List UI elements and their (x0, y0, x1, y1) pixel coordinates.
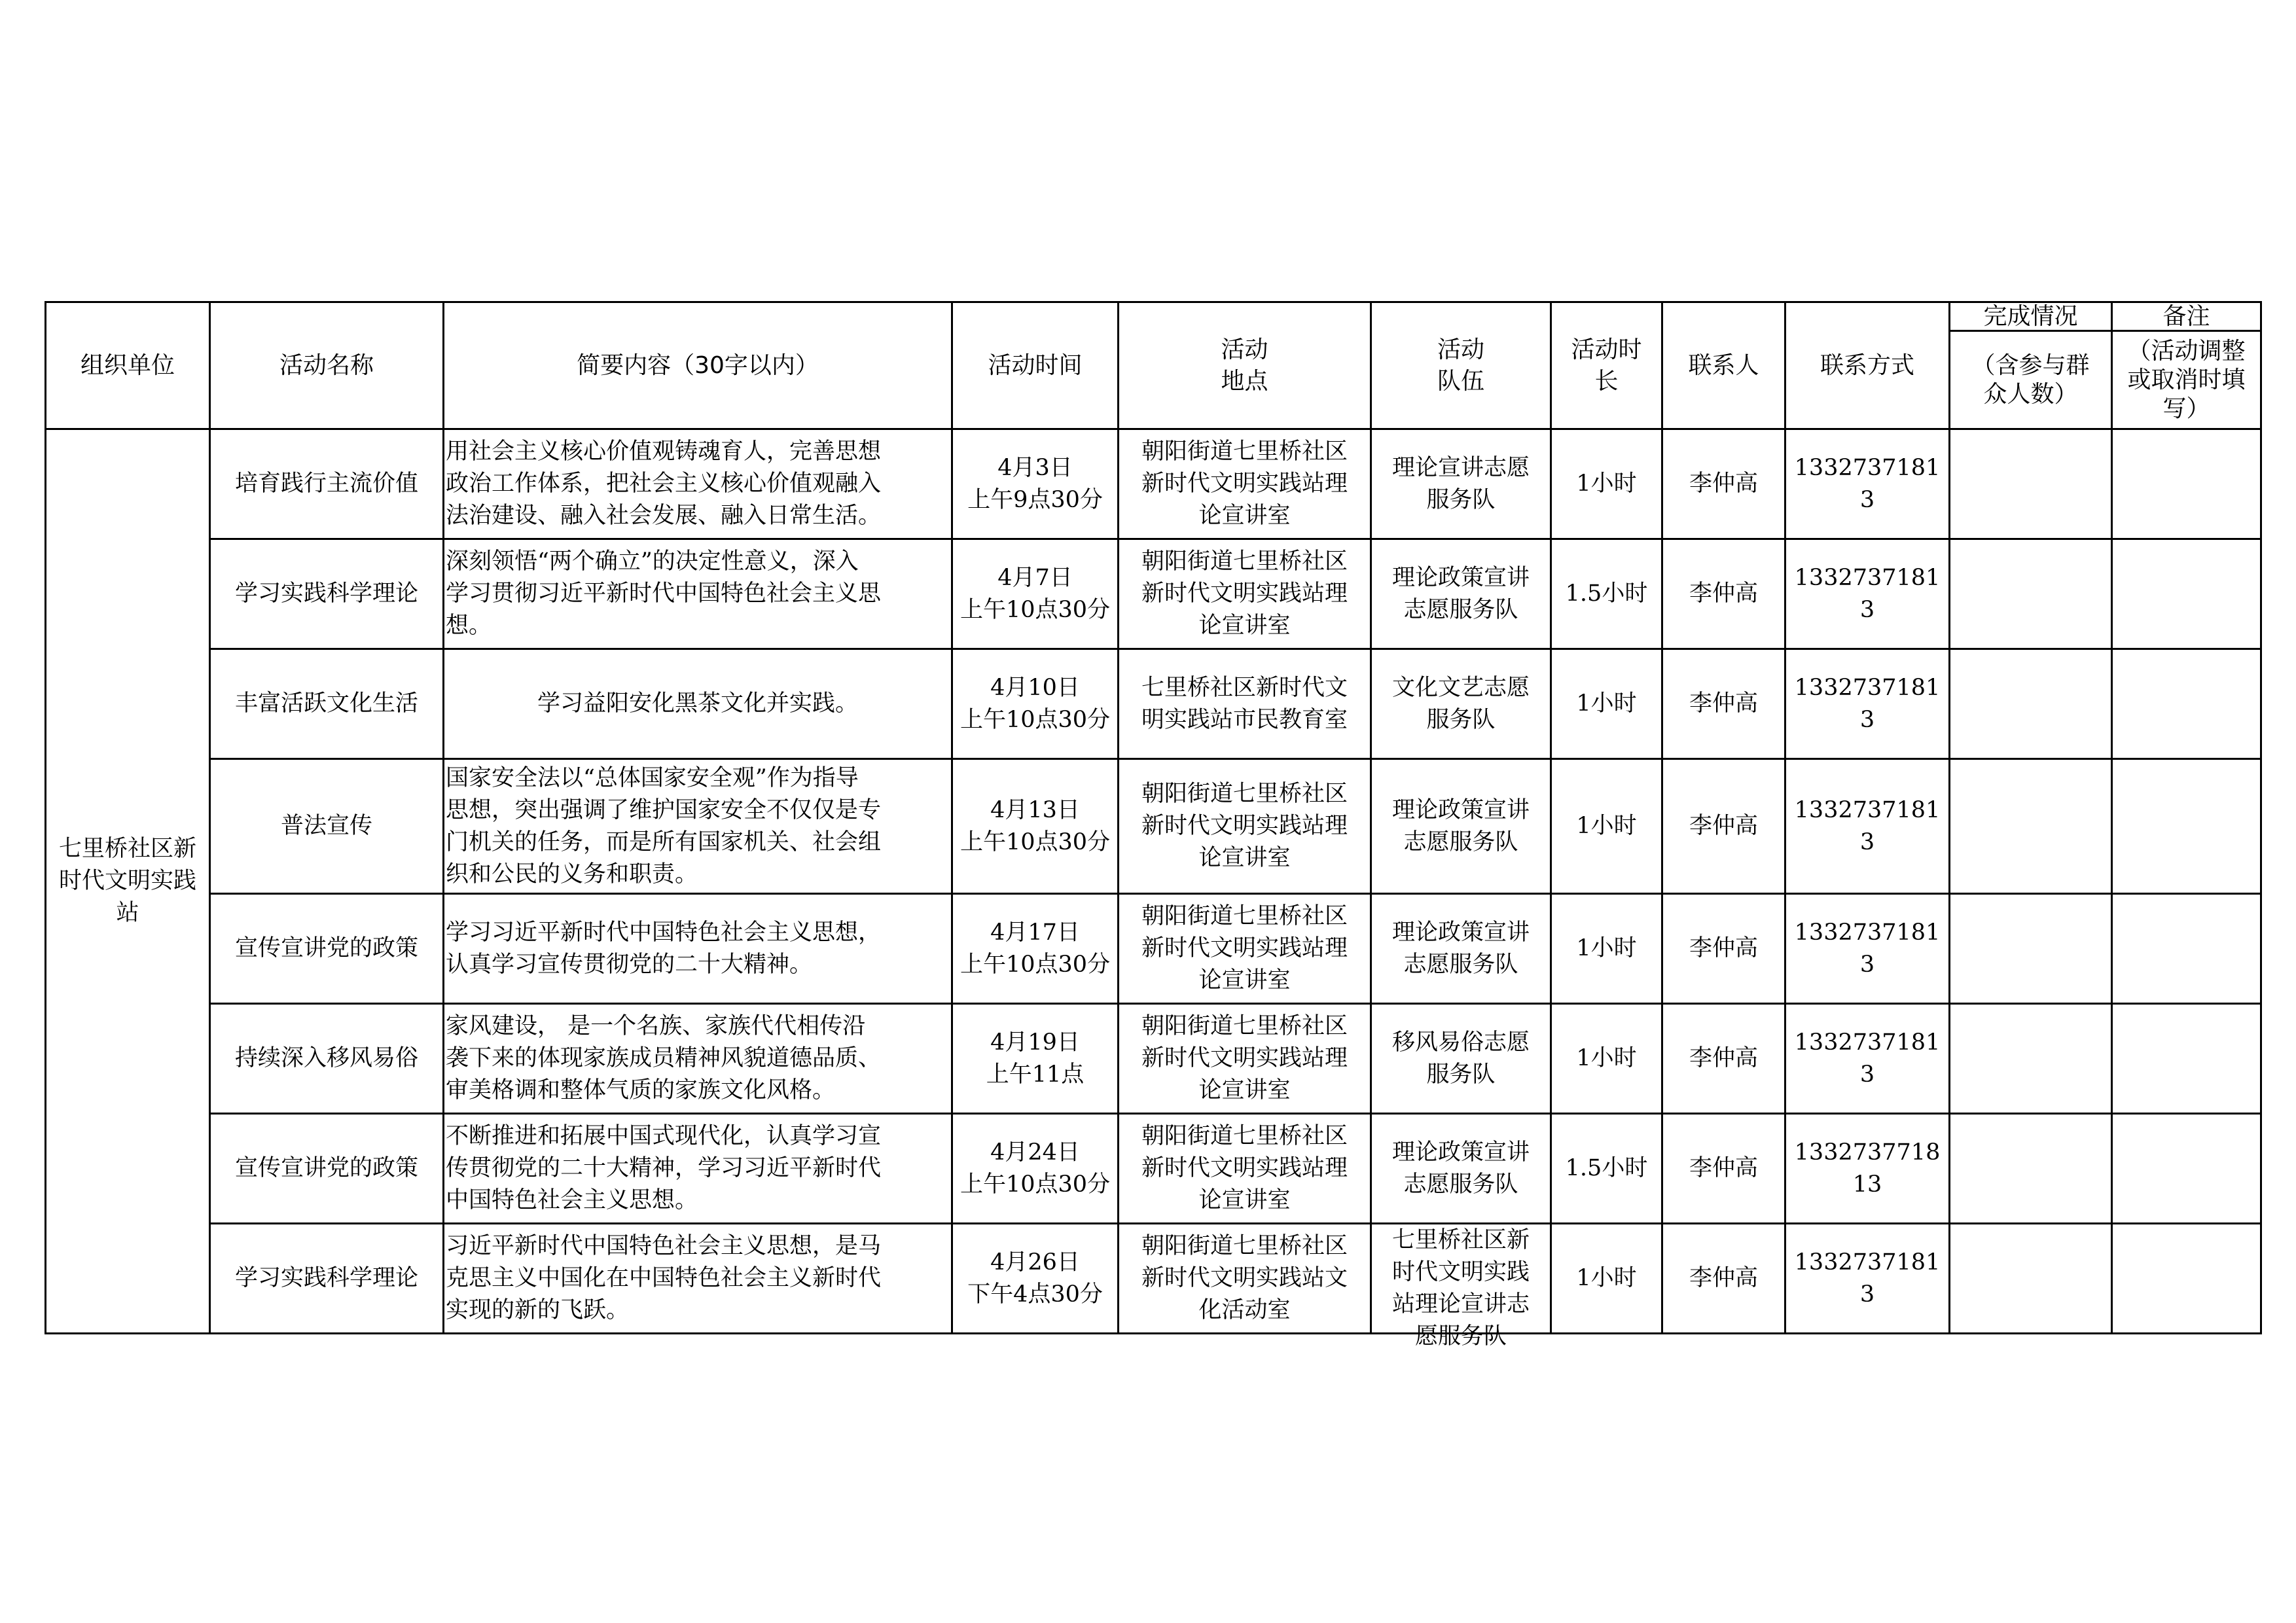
cell-time-line: 4月24日 (990, 1139, 1080, 1166)
header-completion-note (1950, 331, 2112, 429)
cell-team-line: 理论宣讲志愿 (1391, 454, 1530, 481)
cell-contact: 李仲高 (1662, 649, 1785, 759)
cell-team (1371, 894, 1551, 1004)
cell-team-line: 文化文艺志愿 (1391, 674, 1530, 701)
cell-time-line: 上午11点 (986, 1061, 1085, 1088)
cell-place (1119, 429, 1371, 539)
cell-duration: 1.5小时 (1551, 539, 1662, 649)
cell-place-line: 论宣讲室 (1198, 613, 1291, 639)
cell-remark (2112, 894, 2261, 1004)
cell-place-line: 新时代文明实践站理 (1141, 580, 1348, 607)
cell-content-line: 袭下来的体现家族成员精神风貌道德品质、 (446, 1045, 882, 1071)
cell-duration: 1.5小时 (1551, 1114, 1662, 1224)
cell-team-line: 时代文明实践 (1391, 1259, 1530, 1285)
cell-contact: 李仲高 (1662, 759, 1785, 894)
cell-place-line: 化活动室 (1198, 1297, 1291, 1323)
cell-time-line: 上午10点30分 (960, 951, 1111, 978)
cell-content-line: 政治工作体系，把社会主义核心价值观融入 (446, 471, 882, 497)
cell-place-line: 论宣讲室 (1198, 967, 1291, 993)
cell-time-line: 上午10点30分 (960, 706, 1111, 733)
header-content: 简要内容（30字以内） (444, 302, 952, 429)
cell-team-line: 理论政策宣讲 (1391, 919, 1530, 946)
cell-time-line: 下午4点30分 (967, 1281, 1103, 1308)
header-row (46, 302, 2261, 331)
cell-team-line: 愿服务队 (1414, 1323, 1507, 1349)
header-duration-line: 长 (1594, 367, 1619, 395)
cell-team (1371, 759, 1551, 894)
cell-content-line: 认真学习宣传贯彻党的二十大精神。 (446, 951, 813, 978)
cell-content (444, 429, 952, 539)
remark-note-line: 写） (2162, 395, 2210, 422)
cell-team (1371, 649, 1551, 759)
cell-place-line: 新时代文明实践站理 (1141, 1155, 1348, 1181)
cell-team-line: 站理论宣讲志 (1391, 1291, 1530, 1317)
cell-time-line: 上午10点30分 (960, 1171, 1111, 1198)
cell-content-line: 不断推进和拓展中国式现代化，认真学习宣 (446, 1123, 882, 1149)
org-name-line: 站 (116, 900, 139, 926)
cell-time (952, 1224, 1119, 1334)
table-row (46, 1114, 2261, 1224)
cell-place-line: 明实践站市民教育室 (1141, 706, 1348, 733)
cell-phone: 13327371813 (1785, 759, 1950, 894)
cell-team-line: 志愿服务队 (1403, 951, 1518, 978)
cell-place (1119, 894, 1371, 1004)
cell-place-line: 论宣讲室 (1198, 845, 1291, 871)
cell-completion (1950, 429, 2112, 539)
table-row (46, 1004, 2261, 1114)
cell-remark (2112, 1114, 2261, 1224)
cell-remark (2112, 429, 2261, 539)
table-row (46, 759, 2261, 894)
cell-duration: 1小时 (1551, 894, 1662, 1004)
cell-content-line: 思想，突出强调了维护国家安全不仅仅是专 (446, 796, 882, 823)
cell-content-line: 织和公民的义务和职责。 (446, 861, 698, 887)
cell-place-line: 新时代文明实践站文 (1141, 1265, 1348, 1291)
cell-content-line: 家风建设， 是一个名族、家族代代相传沿 (446, 1013, 866, 1039)
cell-team (1371, 1224, 1551, 1349)
team-text-clip (1377, 1224, 1545, 1349)
cell-time (952, 1004, 1119, 1114)
cell-phone: 13327371813 (1785, 539, 1950, 649)
cell-content (444, 759, 952, 894)
table-row (46, 539, 2261, 649)
header-org: 组织单位 (46, 302, 210, 429)
cell-content-line: 深刻领悟“两个确立”的决定性意义，深入 (446, 548, 859, 575)
table-row (46, 649, 2261, 759)
cell-content-line: 实现的新的飞跃。 (446, 1297, 630, 1323)
cell-content-line: 学习益阳安化黑茶文化并实践。 (537, 690, 858, 717)
cell-time (952, 649, 1119, 759)
cell-completion (1950, 539, 2112, 649)
cell-completion (1950, 1224, 2112, 1334)
cell-place (1119, 759, 1371, 894)
cell-remark (2112, 1004, 2261, 1114)
cell-content-line: 习近平新时代中国特色社会主义思想，是马 (446, 1233, 882, 1259)
cell-place-line: 新时代文明实践站理 (1141, 1045, 1348, 1071)
cell-contact: 李仲高 (1662, 1224, 1785, 1334)
table-row (46, 429, 2261, 539)
cell-time-line: 4月19日 (990, 1029, 1080, 1056)
remark-note-line: （活动调整 (2127, 337, 2246, 365)
cell-duration: 1小时 (1551, 649, 1662, 759)
cell-name: 普法宣传 (210, 759, 444, 894)
cell-team-line: 志愿服务队 (1403, 829, 1518, 855)
header-team-line: 队伍 (1437, 367, 1484, 395)
cell-place-line: 朝阳街道七里桥社区 (1141, 1013, 1348, 1039)
cell-time (952, 1114, 1119, 1224)
cell-time-line: 4月7日 (997, 564, 1073, 591)
header-place-line: 地点 (1221, 367, 1268, 395)
cell-content-line: 学习习近平新时代中国特色社会主义思想， (446, 919, 882, 946)
cell-content-line: 中国特色社会主义思想。 (446, 1187, 698, 1213)
cell-completion (1950, 894, 2112, 1004)
cell-place (1119, 539, 1371, 649)
cell-phone: 13327371813 (1785, 894, 1950, 1004)
cell-phone: 133273771813 (1785, 1114, 1950, 1224)
cell-duration: 1小时 (1551, 759, 1662, 894)
cell-time (952, 894, 1119, 1004)
cell-time (952, 429, 1119, 539)
cell-place-line: 论宣讲室 (1198, 1187, 1291, 1213)
header-contact: 联系人 (1662, 302, 1785, 429)
activity-table (45, 301, 2262, 1349)
header-completion: 完成情况 (1950, 302, 2112, 331)
cell-completion (1950, 759, 2112, 894)
cell-team-line: 志愿服务队 (1403, 596, 1518, 623)
cell-time-line: 4月17日 (990, 919, 1080, 946)
cell-content-line: 学习贯彻习近平新时代中国特色社会主义思 (446, 580, 882, 607)
remark-note-line: 或取消时填 (2127, 366, 2246, 393)
header-place (1119, 302, 1371, 429)
cell-contact: 李仲高 (1662, 894, 1785, 1004)
cell-content-line: 想。 (446, 613, 492, 639)
cell-team (1371, 429, 1551, 539)
org-name-line: 七里桥社区新 (58, 836, 196, 862)
cell-completion (1950, 649, 2112, 759)
cell-place-line: 新时代文明实践站理 (1141, 813, 1348, 839)
cell-name: 培育践行主流价值 (210, 429, 444, 539)
header-place-line: 活动 (1221, 336, 1268, 363)
cell-content (444, 894, 952, 1004)
cell-phone: 13327371813 (1785, 429, 1950, 539)
cell-content-line: 传贯彻党的二十大精神，学习习近平新时代 (446, 1155, 882, 1181)
cell-content (444, 1114, 952, 1224)
cell-time-line: 4月13日 (990, 796, 1080, 823)
cell-content-line: 克思主义中国化在中国特色社会主义新时代 (446, 1265, 882, 1291)
table-row (46, 1224, 2261, 1334)
cell-completion (1950, 1114, 2112, 1224)
completion-note-line: 众人数） (1983, 380, 2078, 408)
cell-remark (2112, 759, 2261, 894)
cell-place-line: 朝阳街道七里桥社区 (1141, 548, 1348, 575)
cell-content-line: 法治建设、融入社会发展、融入日常生活。 (446, 503, 882, 529)
cell-place-line: 朝阳街道七里桥社区 (1141, 1233, 1348, 1259)
cell-time (952, 539, 1119, 649)
cell-time-line: 上午10点30分 (960, 829, 1111, 855)
cell-content-line: 门机关的任务，而是所有国家机关、社会组 (446, 829, 882, 855)
cell-content-line: 审美格调和整体气质的家族文化风格。 (446, 1077, 836, 1103)
header-time: 活动时间 (952, 302, 1119, 429)
cell-time (952, 759, 1119, 894)
cell-place-line: 七里桥社区新时代文 (1141, 674, 1348, 701)
cell-remark (2112, 649, 2261, 759)
cell-remark (2112, 1224, 2261, 1334)
cell-team-line: 服务队 (1426, 706, 1496, 733)
cell-contact: 李仲高 (1662, 1114, 1785, 1224)
cell-place-line: 朝阳街道七里桥社区 (1141, 781, 1348, 807)
cell-place (1119, 649, 1371, 759)
cell-team-line: 移风易俗志愿 (1391, 1029, 1530, 1056)
cell-duration: 1小时 (1551, 1224, 1662, 1334)
cell-time-line: 4月3日 (997, 454, 1073, 481)
cell-place-line: 朝阳街道七里桥社区 (1141, 438, 1348, 465)
header-duration-line: 活动时 (1571, 336, 1642, 363)
cell-team-line: 七里桥社区新 (1391, 1227, 1530, 1253)
cell-team (1371, 539, 1551, 649)
cell-name: 宣传宣讲党的政策 (210, 1114, 444, 1224)
cell-content (444, 1004, 952, 1114)
cell-duration: 1小时 (1551, 1004, 1662, 1114)
header-team-line: 活动 (1437, 336, 1484, 363)
table-row (46, 894, 2261, 1004)
header-duration (1551, 302, 1662, 429)
cell-time-line: 上午10点30分 (960, 596, 1111, 623)
cell-phone: 13327371813 (1785, 649, 1950, 759)
cell-place (1119, 1114, 1371, 1224)
header-remark: 备注 (2112, 302, 2261, 331)
cell-place-line: 论宣讲室 (1198, 1077, 1291, 1103)
cell-time-line: 4月10日 (990, 674, 1080, 701)
cell-team-line: 志愿服务队 (1403, 1171, 1518, 1198)
cell-content (444, 1224, 952, 1334)
cell-name: 持续深入移风易俗 (210, 1004, 444, 1114)
cell-team-line: 理论政策宣讲 (1391, 796, 1530, 823)
cell-contact: 李仲高 (1662, 1004, 1785, 1114)
cell-duration: 1小时 (1551, 429, 1662, 539)
cell-name: 宣传宣讲党的政策 (210, 894, 444, 1004)
cell-place (1119, 1004, 1371, 1114)
cell-team-line: 理论政策宣讲 (1391, 564, 1530, 591)
cell-phone: 13327371813 (1785, 1004, 1950, 1114)
cell-place-line: 新时代文明实践站理 (1141, 471, 1348, 497)
cell-time-line: 4月26日 (990, 1249, 1080, 1275)
cell-place-line: 新时代文明实践站理 (1141, 935, 1348, 961)
org-cell (46, 429, 210, 1334)
cell-content-line: 国家安全法以“总体国家安全观”作为指导 (446, 764, 859, 791)
cell-content (444, 539, 952, 649)
org-name-line: 时代文明实践 (58, 868, 196, 894)
cell-content (444, 649, 952, 759)
cell-time-line: 上午9点30分 (967, 486, 1103, 513)
cell-phone: 13327371813 (1785, 1224, 1950, 1334)
header-remark-note (2112, 331, 2261, 429)
cell-content-line: 用社会主义核心价值观铸魂育人，完善思想 (446, 438, 882, 465)
header-team (1371, 302, 1551, 429)
cell-place-line: 论宣讲室 (1198, 503, 1291, 529)
cell-place-line: 朝阳街道七里桥社区 (1141, 903, 1348, 929)
cell-contact: 李仲高 (1662, 429, 1785, 539)
cell-team-line: 服务队 (1426, 486, 1496, 513)
cell-place-line: 朝阳街道七里桥社区 (1141, 1123, 1348, 1149)
cell-completion (1950, 1004, 2112, 1114)
cell-name: 学习实践科学理论 (210, 539, 444, 649)
cell-team (1371, 1114, 1551, 1224)
header-phone: 联系方式 (1785, 302, 1950, 429)
cell-team-line: 服务队 (1426, 1061, 1496, 1088)
cell-team (1371, 1004, 1551, 1114)
cell-remark (2112, 539, 2261, 649)
cell-contact: 李仲高 (1662, 539, 1785, 649)
cell-place (1119, 1224, 1371, 1334)
cell-team-line: 理论政策宣讲 (1391, 1139, 1530, 1166)
header-name: 活动名称 (210, 302, 444, 429)
cell-name: 丰富活跃文化生活 (210, 649, 444, 759)
completion-note-line: （含参与群 (1971, 351, 2090, 379)
cell-name: 学习实践科学理论 (210, 1224, 444, 1334)
